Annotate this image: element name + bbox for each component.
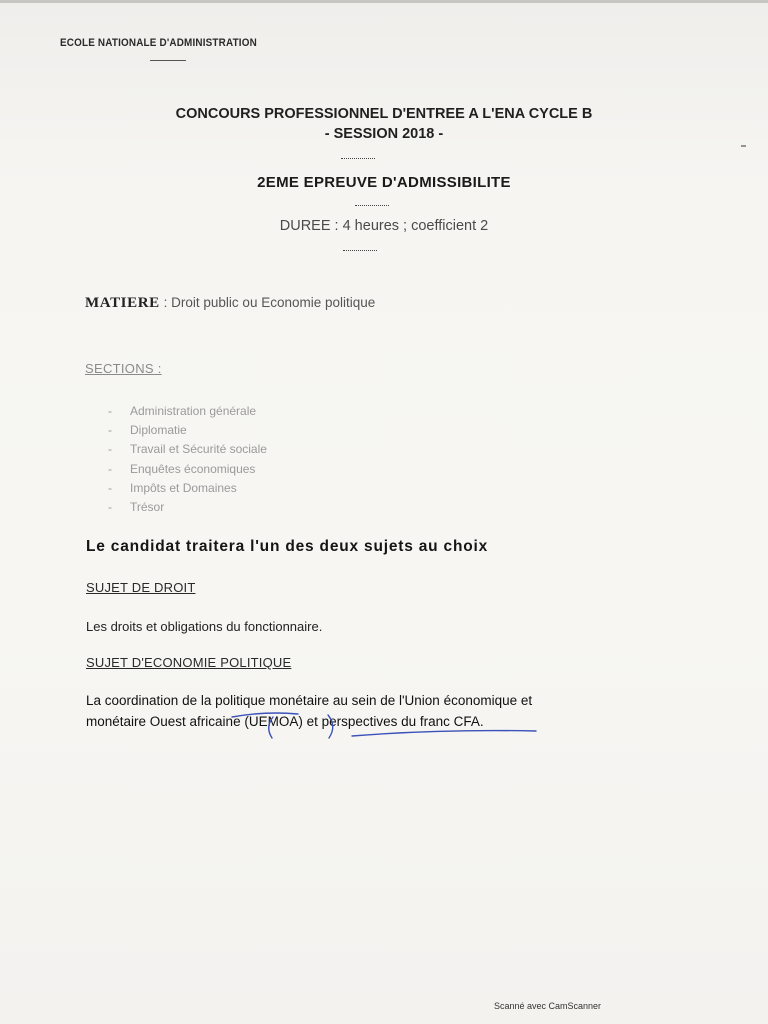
list-item: - Impôts et Domaines (108, 480, 237, 495)
pen-underline-politique (232, 713, 298, 717)
exam-epreuve: 2EME EPREUVE D'ADMISSIBILITE (257, 174, 511, 191)
sujet-economie-line-1: La coordination de la politique monétaire au sein de l'Union économique et (86, 693, 533, 708)
sujet-droit-title: SUJET DE DROIT (86, 580, 196, 595)
matiere-value: : Droit public ou Economie politique (163, 295, 376, 310)
sujet-economie-title: SUJET D'ECONOMIE POLITIQUE (86, 655, 292, 670)
pen-bracket-left (269, 717, 273, 738)
exam-duration: DUREE : 4 heures ; coefficient 2 (279, 218, 489, 234)
list-item: - Enquêtes économiques (108, 461, 256, 476)
sujet-droit-text: Les droits et obligations du fonctionnaire. (86, 619, 323, 634)
instruction-text: Le candidat traitera l'un des deux sujets au choix (86, 538, 489, 555)
matiere-label: MATIERE (85, 295, 160, 311)
sections-label: SECTIONS : (85, 361, 162, 376)
exam-session: - SESSION 2018 - (324, 126, 444, 142)
pen-underline-perspectives (352, 731, 536, 736)
sujet-economie-line-2: monétaire Ouest africaine (UEMOA) et perspectives du franc CFA. (86, 714, 484, 729)
list-item: - Trésor (108, 500, 165, 515)
school-name: ECOLE NATIONALE D'ADMINISTRATION (60, 37, 257, 49)
scanner-footer: Scanné avec CamScanner (493, 1001, 601, 1011)
list-item: - Administration générale (108, 404, 257, 418)
exam-title: CONCOURS PROFESSIONNEL D'ENTREE A L'ENA CYCLE B (175, 106, 593, 122)
list-item: - Diplomatie (108, 423, 187, 438)
pen-bracket-right (328, 715, 333, 738)
list-item: - Travail et Sécurité sociale (108, 442, 267, 457)
